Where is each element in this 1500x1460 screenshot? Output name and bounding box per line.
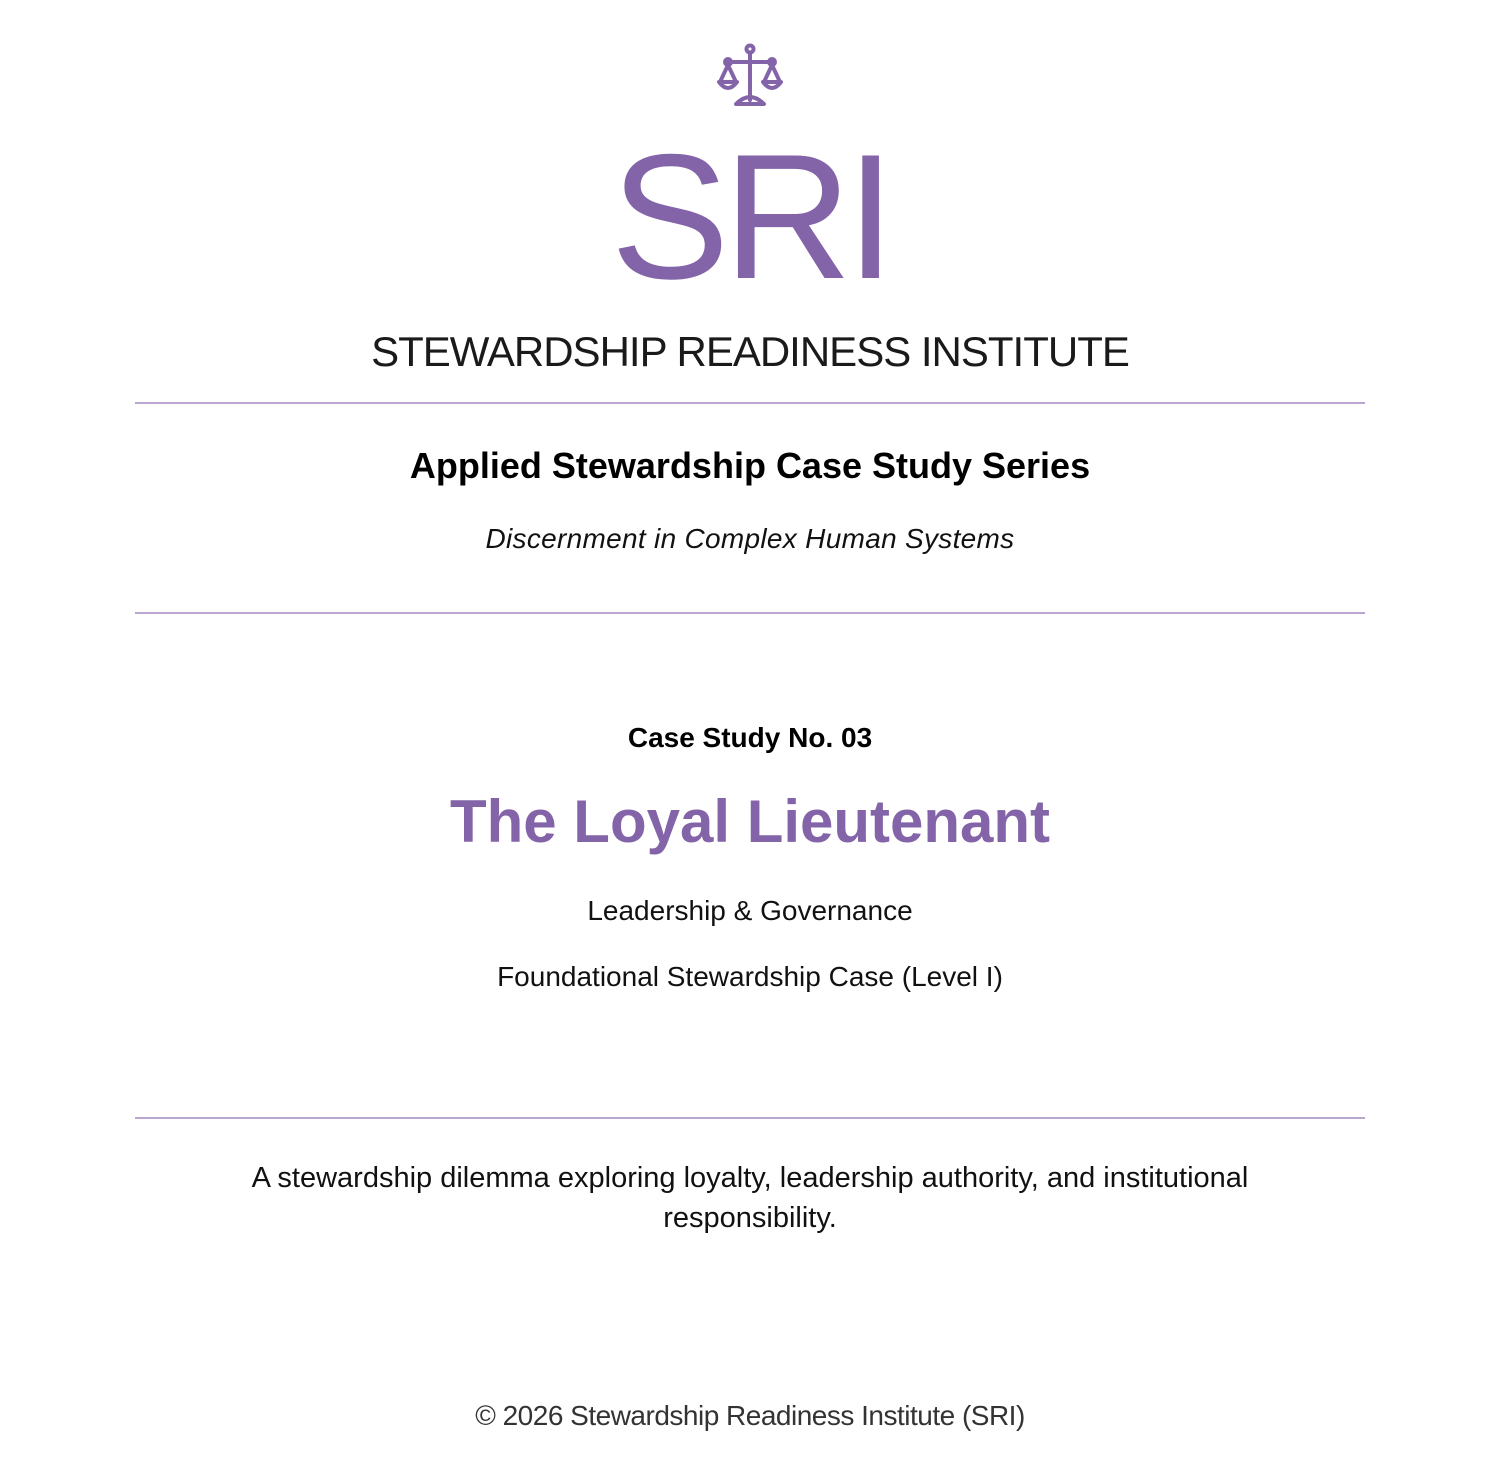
series-subtitle: Discernment in Complex Human Systems	[485, 523, 1015, 554]
organization-name: STEWARDSHIP READINESS INSTITUTE	[371, 328, 1129, 375]
case-summary: A stewardship dilemma exploring loyalty, leadership authority, and institutional responsibility.	[251, 1162, 1249, 1234]
divider-series	[135, 612, 1365, 614]
case-level: Foundational Stewardship Case (Level I)	[497, 961, 1003, 992]
case-number: Case Study No. 03	[627, 722, 873, 753]
divider-summary	[135, 1117, 1365, 1119]
brand-wordmark: SRI	[610, 117, 890, 316]
case-category: Leadership & Governance	[587, 895, 913, 926]
divider-top	[135, 402, 1365, 404]
copyright-notice: © 2026 Stewardship Readiness Institute (SRI)	[475, 1400, 1025, 1431]
series-title: Applied Stewardship Case Study Series	[409, 445, 1091, 486]
scales-of-justice-icon	[716, 42, 784, 108]
case-title: The Loyal Lieutenant	[449, 788, 1051, 855]
